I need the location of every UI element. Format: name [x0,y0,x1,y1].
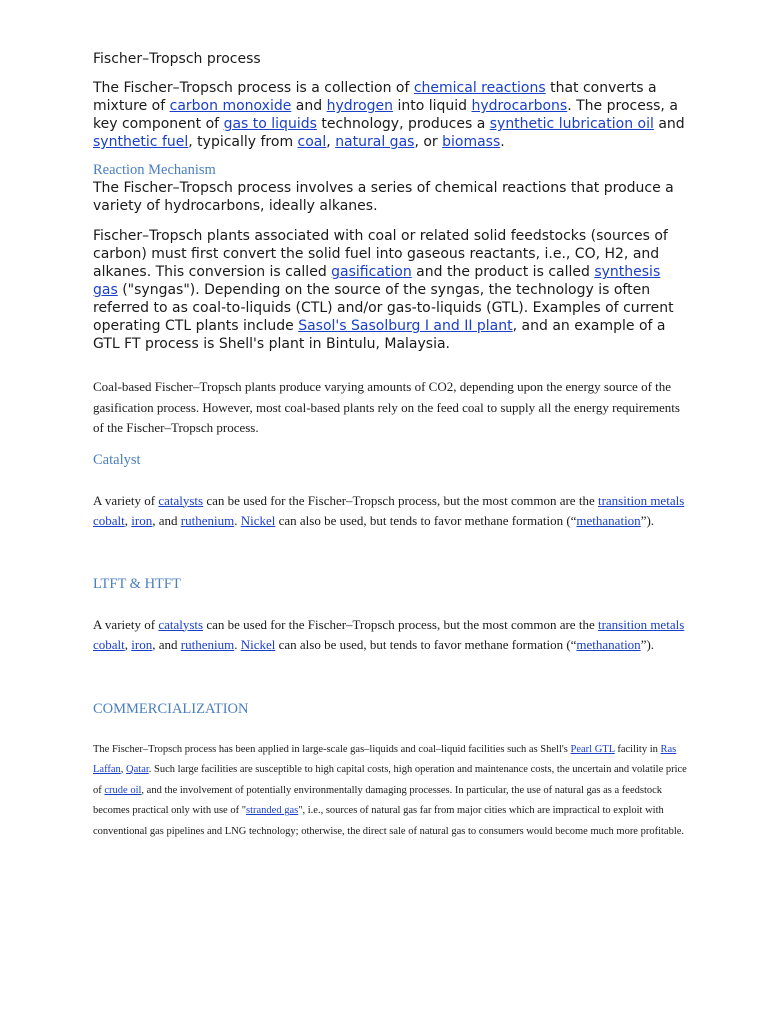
link-cobalt[interactable]: cobalt [93,637,125,652]
coal-co2-paragraph: Coal-based Fischer–Tropsch plants produce varying amounts of CO2, depending upon the energy source of the gasification process. However, most coal-based plants rely on the feed coal to supply all the energy requirements of the Fischer–Tropsch process. [93,379,680,435]
link-gas-to-liquids[interactable]: gas to liquids [223,116,317,132]
link-pearl-gtl[interactable]: Pearl GTL [570,743,615,755]
link-hydrocarbons[interactable]: hydrocarbons [471,98,568,114]
link-nickel[interactable]: Nickel [240,637,276,652]
heading-ltft-htft: LTFT & HTFT [93,575,181,592]
link-chemical-reactions[interactable]: chemical reactions [413,80,546,96]
heading-commercialization: COMMERCIALIZATION [93,700,249,717]
link-natural-gas[interactable]: natural gas [335,134,415,150]
link-nickel[interactable]: Nickel [240,513,276,528]
link-sasol-sasolburg[interactable]: Sasol's Sasolburg I and II plant [298,318,513,334]
link-qatar[interactable]: Qatar [126,764,149,776]
catalyst-paragraph: A variety of catalysts can be used for the Fischer–Tropsch process, but the most common are the transition metals cobalt, iron, and ruthenium. Nickel can also be used, but tends to favor methane formation (“methanation”). [93,492,685,528]
link-carbon-monoxide[interactable]: carbon monoxide [169,98,292,114]
link-gasification[interactable]: gasification [331,264,412,280]
link-hydrogen[interactable]: hydrogen [326,98,394,114]
link-methanation[interactable]: methanation [576,637,641,652]
heading-catalyst: Catalyst [93,451,141,468]
link-ruthenium[interactable]: ruthenium [180,637,235,652]
ltft-paragraph: A variety of catalysts can be used for the Fischer–Tropsch process, but the most common are the transition metals cobalt, iron, and ruthenium. Nickel can also be used, but tends to favor methane formation (“methanation”). [93,616,685,652]
link-iron[interactable]: iron [131,637,153,652]
link-cobalt[interactable]: cobalt [93,513,125,528]
link-ras-laffan[interactable]: Ras Laffan [93,743,677,776]
link-iron[interactable]: iron [131,513,153,528]
link-catalysts[interactable]: catalysts [158,492,204,508]
link-catalysts[interactable]: catalysts [158,616,204,632]
document-page [93,48,688,842]
intro-paragraph: The Fischer–Tropsch process is a collection of chemical reactions that converts a mixture of carbon monoxide and hydrogen into liquid hydrocarbons. The process, a key component of gas to liquids technology, produces a synthetic lubrication oil and synthetic fuel, typically from coal, natural gas, or biomass. [93,80,685,150]
commercialization-paragraph: The Fischer–Tropsch process has been applied in large-scale gas–liquids and coal–liquid facilities such as Shell's Pearl GTL facility in Ras Laffan, Qatar. Such large facilities are susceptible to high capital costs, high operation and maintenance costs, the uncertain and volatile price of crude oil, and the involvement of potentially environmentally damaging processes. In particular, the use of natural gas as a feedstock becomes practical only with use of "stranded gas", i.e., sources of natural gas far from major cities which are impractical to exploit with conventional gas pipelines and LNG technology; otherwise, the direct sale of natural gas to consumers would become much more profitable. [93,743,687,837]
link-transition-metals[interactable]: transition metals [597,616,685,632]
link-transition-metals[interactable]: transition metals [597,492,685,508]
link-methanation[interactable]: methanation [576,513,641,528]
link-crude-oil[interactable]: crude oil [104,784,142,796]
link-synthetic-lubrication-oil[interactable]: synthetic lubrication oil [489,116,654,132]
link-synthesis-gas[interactable]: synthesis gas [93,264,661,298]
heading-reaction-mechanism: Reaction Mechanism [93,162,216,178]
link-biomass[interactable]: biomass [442,134,501,150]
document-title: Fischer–Tropsch process [93,51,261,67]
reaction-paragraph: The Fischer–Tropsch process involves a series of chemical reactions that produce a variety of hydrocarbons, ideally alkanes. [93,180,674,214]
link-ruthenium[interactable]: ruthenium [180,513,235,528]
link-synthetic-fuel[interactable]: synthetic fuel [93,134,189,150]
link-stranded-gas[interactable]: stranded gas [246,805,299,817]
plants-paragraph: Fischer–Tropsch plants associated with coal or related solid feedstocks (sources of carbon) must first convert the solid fuel into gaseous reactants, i.e., CO, H2, and alkanes. This conversion is called gasification and the product is called synthesis gas ("syngas"). Depending on the source of the syngas, the technology is often referred to as coal-to-liquids (CTL) and/or gas-to-liquids (GTL). Examples of current operating CTL plants include Sasol's Sasolburg I and II plant, and an example of a GTL FT process is Shell's plant in Bintulu, Malaysia. [93,228,674,352]
link-coal[interactable]: coal [297,134,327,150]
